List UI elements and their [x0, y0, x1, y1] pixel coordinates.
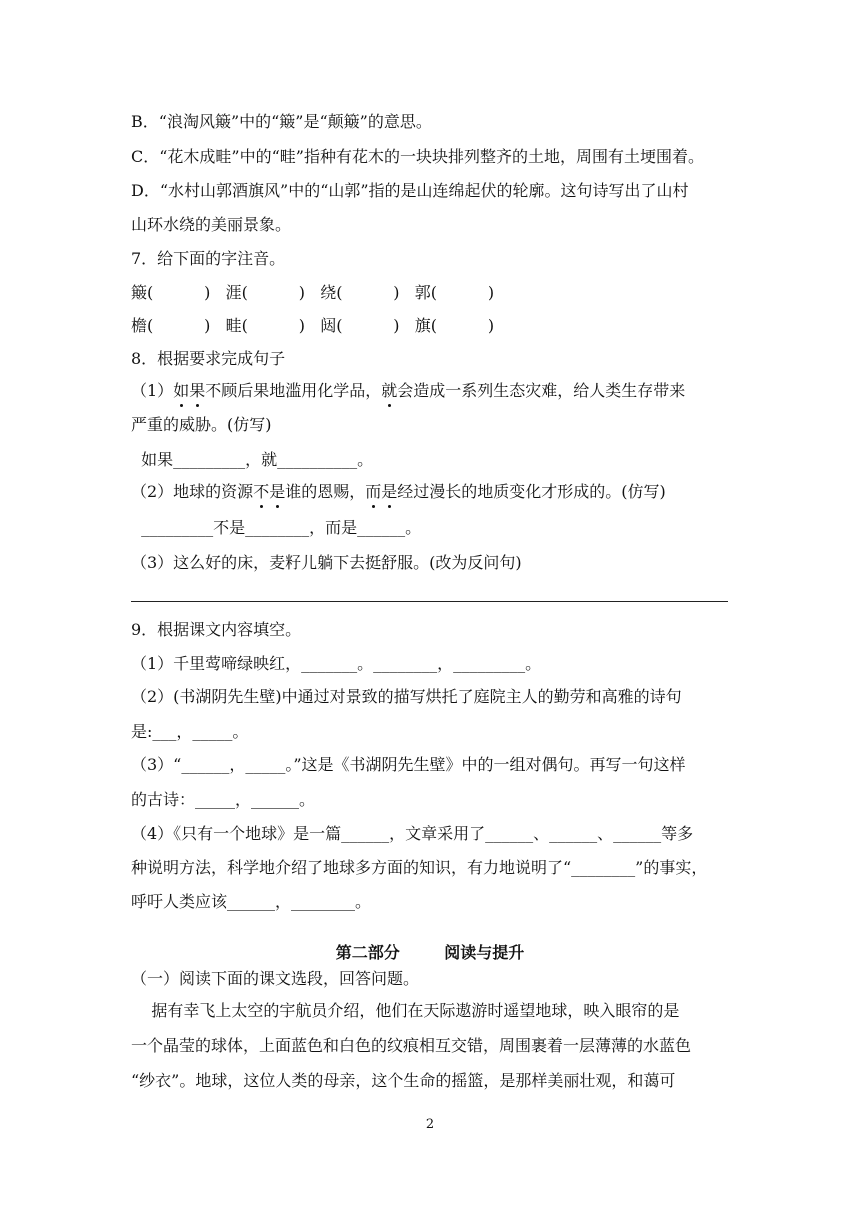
q8-2-sentence	[131, 482, 666, 501]
emphasis-char: 如	[173, 381, 190, 400]
emphasis-char: 就	[381, 381, 398, 400]
reading-passage-line1: 据有幸飞上太空的宇航员介绍，他们在天际遨游时遥望地球，映入眼帘的是	[131, 1001, 680, 1020]
emphasis-char: 不	[253, 482, 270, 501]
option-c: C．“花木成畦”中的“畦”指种有花木的一块块排列整齐的土地，周围有土埂围着。	[131, 147, 704, 166]
q8-2-middle: 谁的恩赐，	[285, 482, 366, 501]
q8-2-blank: _________不是________，而是______。	[131, 518, 422, 537]
question-9: 9．根据课文内容填空。	[131, 620, 302, 639]
q8-1-sentence-cont: 严重的威胁。(仿写)	[131, 415, 272, 434]
q9-2-line2: 是:___，_____。	[131, 722, 249, 741]
option-d-line1: D．“水村山郭酒旗风”中的“山郭”指的是山连绵起伏的轮廓。这句诗写出了山村	[131, 181, 689, 200]
emphasis-char: 果	[189, 381, 206, 400]
q8-1-middle: 不顾后果地滥用化学品，	[205, 381, 382, 400]
q9-2-line1: （2）(书湖阴先生壁)中通过对景致的描写烘托了庭院主人的勤劳和高雅的诗句	[131, 687, 682, 706]
q8-2-prefix: （2）地球的资源	[131, 482, 254, 501]
pinyin-row-2: 檐( ) 畦( ) 闼( ) 旗( )	[131, 316, 495, 335]
emphasis-char: 是	[381, 482, 398, 501]
page-number: 2	[425, 1117, 435, 1132]
q8-1-blank: 如果_________，就__________。	[131, 450, 374, 469]
emphasis-char: 而	[365, 482, 382, 501]
q8-1-prefix: （1）	[131, 381, 174, 400]
q9-1: （1）千里莺啼绿映红，_______。________，_________。	[131, 654, 542, 673]
q9-3-line1: （3）“______，_____。”这是《书湖阴先生壁》中的一组对偶句。再写一句这样	[131, 755, 686, 774]
q9-4-line3: 呼吁人类应该______，________。	[131, 892, 372, 911]
q8-1-suffix: 会造成一系列生态灾难，给人类生存带来	[397, 381, 686, 400]
q8-2-suffix: 经过漫长的地质变化才形成的。(仿写)	[397, 482, 666, 501]
option-b: B．“浪淘风簸”中的“簸”是“颠簸”的意思。	[131, 112, 432, 131]
q9-3-line2: 的古诗：_____，______。	[131, 790, 316, 809]
question-7: 7．给下面的字注音。	[131, 249, 286, 268]
pinyin-row-1: 簸( ) 涯( ) 绕( ) 郭( )	[131, 283, 495, 302]
reading-passage-line3: “纱衣”。地球，这位人类的母亲，这个生命的摇篮，是那样美丽壮观，和蔼可	[131, 1071, 676, 1090]
question-8: 8．根据要求完成句子	[131, 349, 286, 368]
reading-passage-line2: 一个晶莹的球体，上面蓝色和白色的纹痕相互交错，周围裹着一层薄薄的水蓝色	[131, 1036, 692, 1055]
q8-1-sentence	[131, 381, 685, 400]
reading-instruction: （一）阅读下面的课文选段，回答问题。	[131, 969, 420, 988]
emphasis-char: 是	[269, 482, 286, 501]
part-two-heading: 第二部分 阅读与提升	[335, 943, 525, 962]
q9-4-line1: （4）《只有一个地球》是一篇______，文章采用了______、______、______等多	[131, 824, 694, 843]
option-d-line2: 山环水绕的美丽景象。	[131, 215, 292, 234]
answer-line	[131, 601, 728, 602]
q9-4-line2: 种说明方法，科学地介绍了地球多方面的知识，有力地说明了“________”的事实，	[131, 858, 708, 877]
q8-3-sentence: （3）这么好的床，麦籽儿躺下去挺舒服。(改为反问句)	[131, 553, 522, 572]
